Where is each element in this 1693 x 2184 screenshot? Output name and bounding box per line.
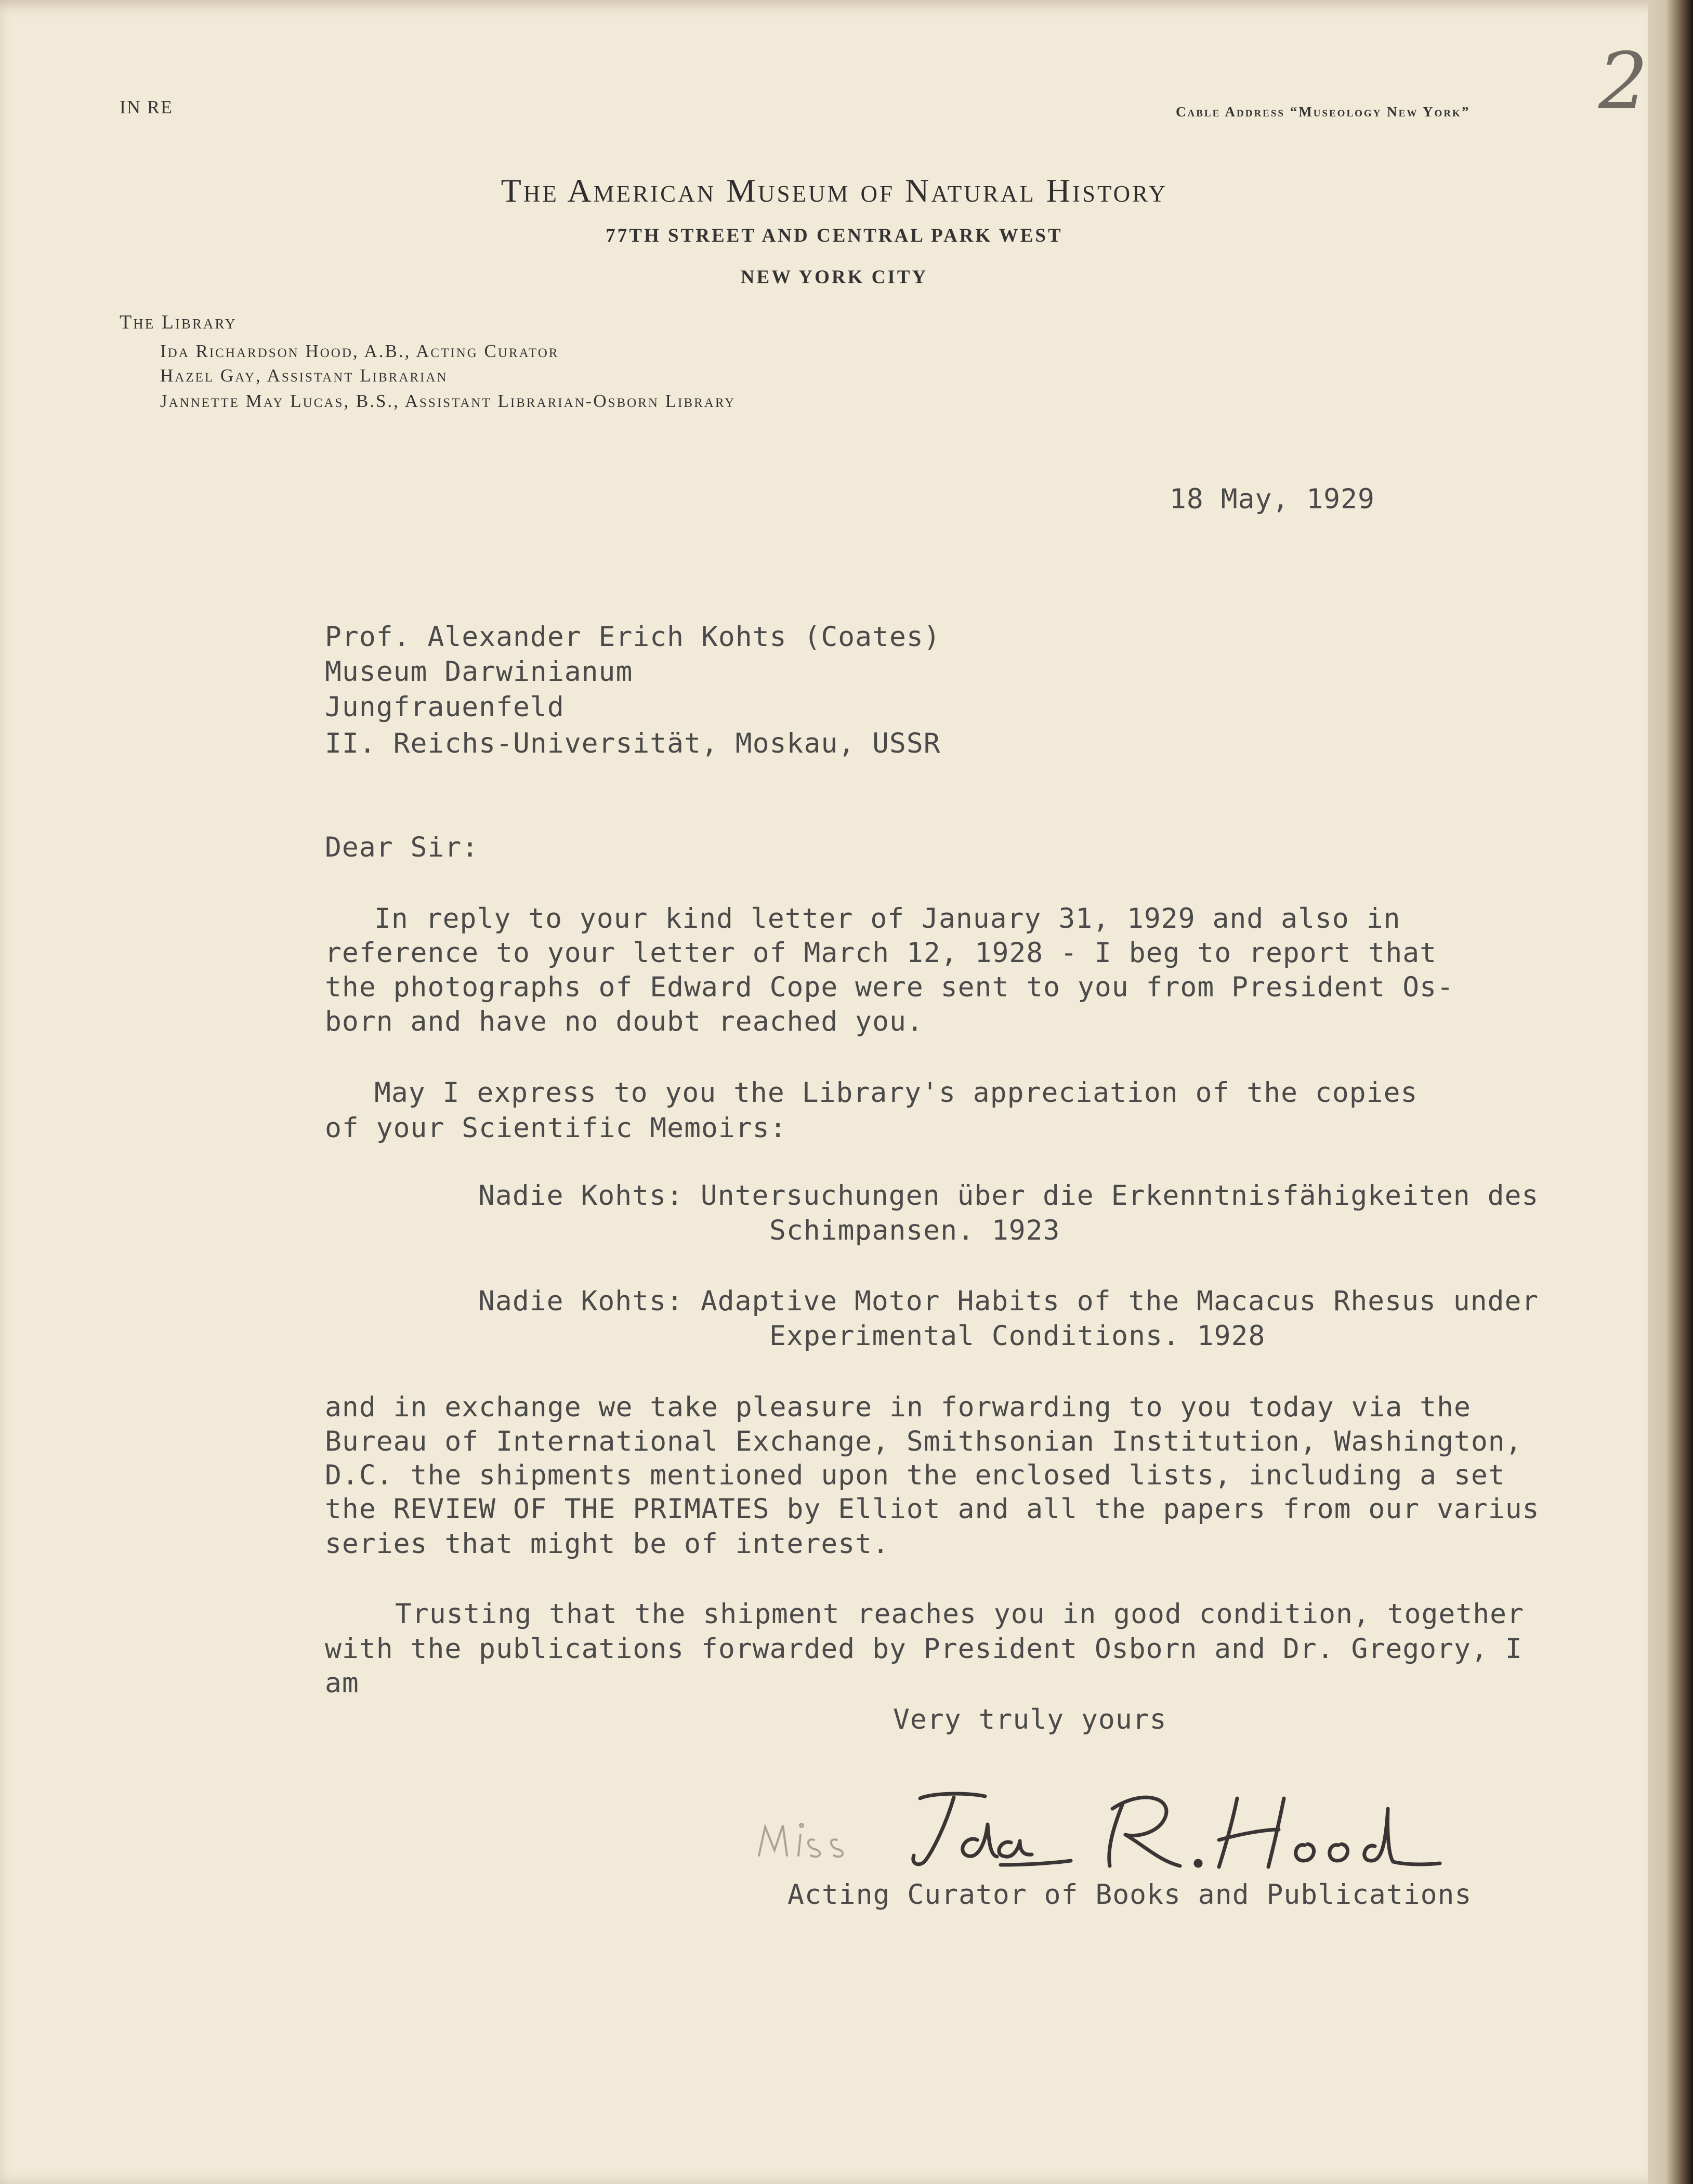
citation-line: Experimental Conditions. 1928 bbox=[769, 1320, 1266, 1352]
body-line: series that might be of interest. bbox=[325, 1528, 889, 1560]
citation-line: Nadie Kohts: Untersuchungen über die Erkenntnisfähigkeiten des bbox=[478, 1180, 1539, 1212]
in-re-label: IN RE bbox=[120, 97, 173, 117]
body-line: Bureau of International Exchange, Smithsonian Institution, Washington, bbox=[325, 1426, 1523, 1457]
museum-address-street: 77TH STREET AND CENTRAL PARK WEST bbox=[606, 225, 1063, 246]
body-line: the photographs of Edward Cope were sent to you from President Os- bbox=[325, 971, 1454, 1003]
recipient-line: Jungfrauenfeld bbox=[325, 691, 565, 723]
body-line: D.C. the shipments mentioned upon the enclosed lists, including a set bbox=[325, 1459, 1505, 1491]
body-line: Trusting that the shipment reaches you in good condition, together bbox=[395, 1598, 1524, 1630]
recipient-line: Prof. Alexander Erich Kohts (Coates) bbox=[325, 621, 941, 653]
body-line: May I express to you the Library's appreciation of the copies bbox=[374, 1077, 1418, 1109]
page-edge bbox=[1648, 0, 1693, 2184]
staff-line: Jannette May Lucas, B.S., Assistant Librarian-Osborn Library bbox=[160, 391, 736, 411]
page-number: 2 bbox=[1598, 36, 1648, 127]
body-line: with the publications forwarded by President Osborn and Dr. Gregory, I bbox=[325, 1633, 1523, 1665]
body-line: am bbox=[325, 1667, 359, 1699]
staff-line: Hazel Gay, Assistant Librarian bbox=[160, 365, 448, 386]
museum-name: The American Museum of Natural History bbox=[501, 172, 1168, 209]
museum-address-city: NEW YORK CITY bbox=[740, 267, 928, 288]
staff-line: Ida Richardson Hood, A.B., Acting Curator bbox=[160, 341, 559, 361]
signer-title: Acting Curator of Books and Publications bbox=[788, 1879, 1472, 1911]
library-heading: The Library bbox=[120, 311, 237, 333]
body-line: born and have no doubt reached you. bbox=[325, 1006, 924, 1037]
citation-line: Schimpansen. 1923 bbox=[769, 1215, 1060, 1246]
cable-address: Cable Address “Museology New York” bbox=[1176, 104, 1471, 120]
letter-date: 18 May, 1929 bbox=[1170, 483, 1375, 515]
body-line: the REVIEW OF THE PRIMATES by Elliot and all the papers from our varius bbox=[325, 1493, 1540, 1525]
body-line: of your Scientific Memoirs: bbox=[325, 1112, 787, 1144]
body-line: In reply to your kind letter of January 31, 1929 and also in bbox=[374, 903, 1401, 935]
closing: Very truly yours bbox=[893, 1704, 1167, 1735]
citation-line: Nadie Kohts: Adaptive Motor Habits of the Macacus Rhesus under bbox=[478, 1285, 1539, 1317]
recipient-line: II. Reichs-Universität, Moskau, USSR bbox=[325, 728, 941, 759]
salutation: Dear Sir: bbox=[325, 832, 479, 863]
body-line: and in exchange we take pleasure in forwarding to you today via the bbox=[325, 1391, 1471, 1423]
body-line: reference to your letter of March 12, 1928 - I beg to report that bbox=[325, 937, 1437, 969]
recipient-line: Museum Darwinianum bbox=[325, 656, 633, 688]
